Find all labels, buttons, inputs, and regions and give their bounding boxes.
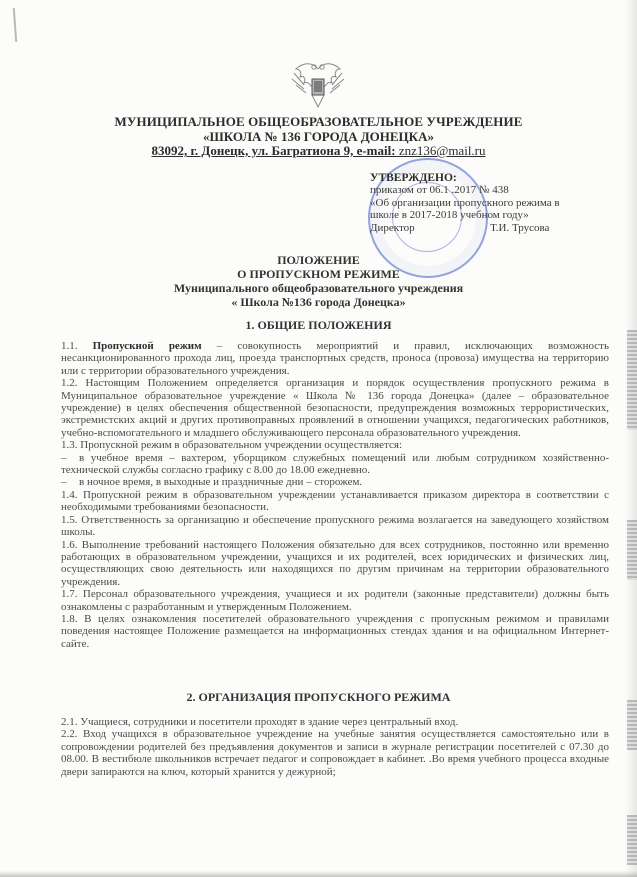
doc-title-2: О ПРОПУСКНОМ РЕЖИМЕ <box>237 267 400 281</box>
paragraph-1-7: 1.7. Персонал образовательного учреждения, учащиеся и их родители (законные представители) должны быть ознакомлены с разработанным и утвержденным Положением. <box>61 588 609 613</box>
scan-artifact <box>13 8 17 42</box>
approval-subject-2: школе в 2017-2018 учебном году» <box>370 209 529 222</box>
section-heading-2: 2. ОРГАНИЗАЦИЯ ПРОПУСКНОГО РЕЖИМА <box>186 690 451 704</box>
doc-title-1: ПОЛОЖЕНИЕ <box>277 253 360 267</box>
paragraph-2-2: 2.2. Вход учащихся в образовательное учреждение на учебные занятия осуществляется самостоятельно или в сопровождении родителей без предъявления документов и записи в журнале регистрации посетителей с 07.30 до 08.00. В вестибюле школьников встречает педагог и сопровождает в кабинет. .Во время учебного процесса входные двери запираются на ключ, который хранится у дежурной; <box>61 728 609 778</box>
signer-role: Директор <box>370 221 415 234</box>
approval-title: УТВЕРЖДЕНО: <box>370 172 457 184</box>
paragraph-1-4: 1.4. Пропускной режим в образовательном учреждении устанавливается приказом директора в соответствии с необходимыми требованиями безопасности. <box>61 488 609 514</box>
approval-subject-1: «Об организации пропускного режима в <box>370 196 560 209</box>
org-address <box>0 143 637 159</box>
approval-block <box>370 172 560 234</box>
paragraph-1-6: 1.6. Выполнение требований настоящего Положения обязательно для всех сотрудников, постоянно или временно работающих в образовательном учреждении, учащихся и их родителей, всех юридических и физических лиц, осуществляющих свою деятельность или находящихся по другим причинам на территории образовательного учреждения. <box>61 538 609 588</box>
signer-name: Т.И. Трусова <box>490 221 550 234</box>
doc-title-3: Муниципального общеобразовательного учреждения <box>173 281 464 295</box>
scan-artifact <box>627 815 637 865</box>
org-name-line2: «ШКОЛА № 136 ГОРОДА ДОНЕЦКА» <box>203 129 434 144</box>
doc-title-4: « Школа №136 города Донецка» <box>231 295 406 309</box>
section-1-body <box>61 340 609 650</box>
paragraph-1-8: 1.8. В целях ознакомления посетителей образовательного учреждения с пропускным режимом и правилами поведения настоящее Положение размещается на информационных стендах здания и на официальном Интернет-сайте. <box>61 612 609 650</box>
paragraph-1-5: 1.5. Ответственность за организацию и обеспечение пропускного режима возлагается на заведующего хозяйством школы. <box>61 513 609 539</box>
paragraph-1-1: 1.1. Пропускной режим – совокупность мероприятий и правил, исключающих возможность несанкционированного прохода лиц, проезда транспортных средств, проноса (провоза) имущества на территорию или с территории образовательного учреждения. <box>61 340 609 377</box>
paragraph-1-3: 1.3. Пропускной режим в образовательном учреждении осуществляется: <box>61 439 402 452</box>
approval-order: приказом от 06.1 .2017 № 438 <box>370 184 509 197</box>
list-item-daytime: – в учебное время – вахтером, уборщиком служебных помещений или любым сотрудником хозяйственно-технической службы согласно графику с 8.00 до 18.00 ежедневно. <box>61 451 609 477</box>
page-bottom-shadow <box>0 871 637 877</box>
section-heading-1: 1. ОБЩИЕ ПОЛОЖЕНИЯ <box>245 318 392 332</box>
approval-signature <box>370 222 560 234</box>
address-text: 83092, г. Донецк, ул. Багратиона 9, e-mail: <box>151 143 399 158</box>
paragraph-1-2: 1.2. Настоящим Положением определяется организация и порядок осуществления пропускного режима в Муниципальное образовательное учреждение « Школа № 136 города Донецка» (далее – образовательное учреждение) в целях обеспечения общественной безопасности, предупреждения возможных террористических, экстремистских акций и других противоправных проявлений в отношении учащихся, педагогических работников, учебно-вспомогательного и младшего обслуживающего персонала образовательного учреждения. <box>61 377 609 439</box>
scan-artifact <box>627 700 637 750</box>
section-2-body <box>61 716 609 778</box>
email-link[interactable]: znz136@mail.ru <box>398 143 486 158</box>
paragraph-2-1: 2.1. Учащиеся, сотрудники и посетители проходят в здание через центральный вход. <box>61 716 459 728</box>
scan-artifact <box>627 330 637 430</box>
scan-artifact <box>627 520 637 580</box>
org-name-line1: МУНИЦИПАЛЬНОЕ ОБЩЕОБРАЗОВАТЕЛЬНОЕ УЧРЕЖДЕНИЕ <box>114 114 523 129</box>
coat-of-arms-emblem-icon <box>290 55 346 111</box>
list-item-night: – в ночное время, в выходные и праздничные дни – сторожем. <box>61 476 363 489</box>
